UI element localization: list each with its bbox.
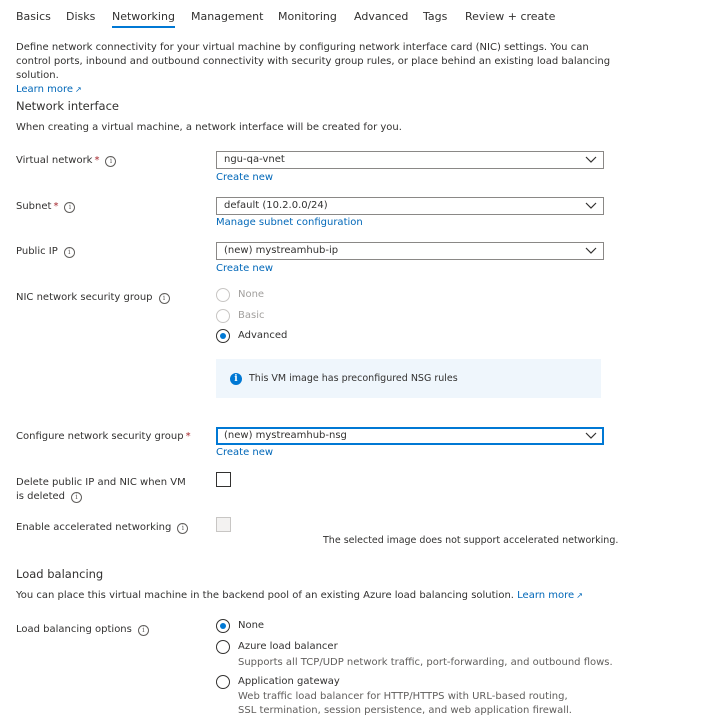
required-asterisk: * bbox=[53, 201, 59, 212]
subnet-label bbox=[16, 200, 75, 214]
info-icon: i bbox=[230, 373, 242, 385]
info-icon[interactable]: i bbox=[138, 625, 149, 636]
delete-public-ip-checkbox[interactable] bbox=[216, 472, 231, 487]
chevron-down-icon bbox=[585, 201, 597, 211]
subnet-label-text: Subnet bbox=[16, 201, 52, 212]
tab-tags[interactable]: Tags bbox=[423, 10, 448, 23]
subnet-select[interactable] bbox=[216, 197, 604, 215]
load-balancing-description: You can place this virtual machine in the backend pool of an existing Azure load balancing solution. bbox=[16, 590, 514, 601]
delete-public-ip-label bbox=[16, 476, 196, 504]
manage-subnet-configuration-link[interactable]: Manage subnet configuration bbox=[216, 217, 363, 228]
load-balancing-learn-more-label: Learn more bbox=[517, 590, 575, 601]
configure-nsg-label bbox=[16, 430, 191, 444]
tab-basics[interactable]: Basics bbox=[16, 10, 51, 23]
required-asterisk: * bbox=[94, 155, 100, 166]
configure-nsg-create-new-link[interactable]: Create new bbox=[216, 447, 274, 458]
info-icon[interactable]: i bbox=[105, 156, 116, 167]
radio-button[interactable] bbox=[216, 640, 230, 654]
configure-nsg-value: (new) mystreamhub-nsg bbox=[224, 430, 347, 441]
load-balancing-learn-more-link[interactable] bbox=[517, 590, 583, 601]
nsg-info-box bbox=[216, 359, 601, 398]
network-interface-title: Network interface bbox=[16, 99, 119, 113]
radio-label: None bbox=[238, 620, 265, 631]
tab-networking[interactable]: Networking bbox=[112, 10, 175, 28]
radio-label: Azure load balancer bbox=[238, 641, 338, 652]
radio-label: Advanced bbox=[238, 330, 288, 341]
chevron-down-icon bbox=[585, 431, 597, 441]
radio-button[interactable] bbox=[216, 329, 230, 343]
virtual-network-value: ngu-qa-vnet bbox=[224, 154, 285, 165]
virtual-network-select[interactable] bbox=[216, 151, 604, 169]
tab-advanced[interactable]: Advanced bbox=[354, 10, 409, 23]
virtual-network-create-new-link[interactable]: Create new bbox=[216, 172, 274, 183]
accelerated-networking-note: The selected image does not support accelerated networking. bbox=[323, 535, 619, 546]
radio-button bbox=[216, 309, 230, 323]
virtual-network-label bbox=[16, 154, 116, 168]
tab-review-create[interactable]: Review + create bbox=[465, 10, 556, 23]
intro-learn-more-label: Learn more bbox=[16, 84, 74, 95]
accelerated-networking-label-text: Enable accelerated networking bbox=[16, 522, 172, 533]
info-icon[interactable]: i bbox=[64, 247, 75, 258]
configure-nsg-label-text: Configure network security group bbox=[16, 431, 184, 442]
subnet-value: default (10.2.0.0/24) bbox=[224, 200, 328, 211]
tab-monitoring[interactable]: Monitoring bbox=[278, 10, 337, 23]
load-balancing-options-label-text: Load balancing options bbox=[16, 624, 132, 635]
info-icon[interactable]: i bbox=[64, 202, 75, 213]
tab-management[interactable]: Management bbox=[191, 10, 264, 23]
chevron-down-icon bbox=[585, 155, 597, 165]
load-balancing-title: Load balancing bbox=[16, 567, 104, 581]
configure-nsg-select[interactable] bbox=[216, 427, 604, 445]
delete-public-ip-label-text: Delete public IP and NIC when VM is deleted bbox=[16, 477, 186, 502]
chevron-down-icon bbox=[585, 246, 597, 256]
public-ip-label bbox=[16, 245, 75, 259]
info-icon[interactable]: i bbox=[159, 293, 170, 304]
required-asterisk: * bbox=[185, 431, 191, 442]
info-icon[interactable]: i bbox=[71, 492, 82, 503]
external-link-icon: ↗ bbox=[576, 591, 583, 600]
radio-button bbox=[216, 288, 230, 302]
virtual-network-label-text: Virtual network bbox=[16, 155, 93, 166]
load-balancing-description-row bbox=[16, 590, 583, 601]
nsg-info-message: This VM image has preconfigured NSG rules bbox=[249, 373, 458, 384]
accelerated-networking-checkbox bbox=[216, 517, 231, 532]
nic-nsg-label bbox=[16, 291, 170, 305]
load-balancing-options-label bbox=[16, 623, 149, 637]
public-ip-create-new-link[interactable]: Create new bbox=[216, 263, 274, 274]
network-interface-description: When creating a virtual machine, a network interface will be created for you. bbox=[16, 122, 402, 133]
radio-label: Application gateway bbox=[238, 676, 340, 687]
radio-label: Basic bbox=[238, 310, 265, 321]
radio-button[interactable] bbox=[216, 619, 230, 633]
radio-description: Web traffic load balancer for HTTP/HTTPS with URL-based routing, SSL termination, session persistence, and web application firewall. bbox=[238, 691, 572, 716]
radio-description: Supports all TCP/UDP network traffic, port-forwarding, and outbound flows. bbox=[238, 657, 613, 668]
tab-disks[interactable]: Disks bbox=[66, 10, 96, 23]
intro-learn-more-link[interactable] bbox=[16, 84, 82, 95]
intro-text bbox=[16, 41, 616, 97]
info-icon[interactable]: i bbox=[177, 523, 188, 534]
public-ip-label-text: Public IP bbox=[16, 246, 58, 257]
intro-description: Define network connectivity for your virtual machine by configuring network interface card (NIC) settings. You can control ports, inbound and outbound connectivity with security group rules, or place behind an existing load balancing solution. bbox=[16, 42, 611, 81]
public-ip-select[interactable] bbox=[216, 242, 604, 260]
nic-nsg-label-text: NIC network security group bbox=[16, 292, 153, 303]
accelerated-networking-label bbox=[16, 521, 188, 535]
radio-label: None bbox=[238, 289, 265, 300]
external-link-icon: ↗ bbox=[75, 85, 82, 94]
radio-button[interactable] bbox=[216, 675, 230, 689]
public-ip-value: (new) mystreamhub-ip bbox=[224, 245, 339, 256]
